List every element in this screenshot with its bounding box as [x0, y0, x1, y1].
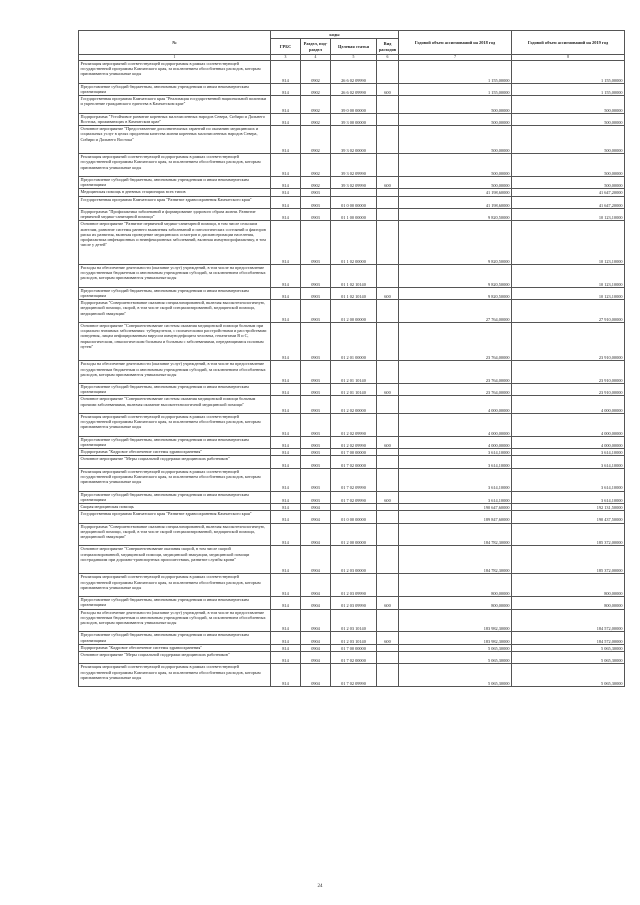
row-expense-type — [377, 644, 399, 651]
row-amount-2019: 800,00000 — [512, 574, 625, 597]
row-section: 0903 — [301, 300, 331, 323]
row-grbs: 814 — [271, 322, 301, 360]
row-amount-2019: 500,00000 — [512, 96, 625, 114]
table-row — [79, 511, 625, 523]
row-amount-2018: 9 820,50000 — [399, 221, 512, 265]
colnum-3: 3 — [271, 55, 301, 61]
row-target-article: 01 2 03 10140 — [331, 609, 377, 632]
table-row — [79, 414, 625, 437]
row-target-article: 01 7 00 00000 — [331, 644, 377, 651]
row-grbs: 814 — [271, 511, 301, 523]
row-name: Предоставление субсидий бюджетным, автономным учреждениям и иным некоммерческим организациям — [79, 632, 271, 644]
row-grbs: 814 — [271, 664, 301, 687]
row-target-article: 01 2 03 09990 — [331, 597, 377, 609]
row-expense-type — [377, 456, 399, 468]
row-expense-type — [377, 361, 399, 384]
table-row — [79, 361, 625, 384]
row-expense-type — [377, 196, 399, 208]
row-expense-type: 600 — [377, 176, 399, 188]
row-name: Государственная программа Камчатского края "Реализация государственной национальной политики и укрепление гражданского единства в Камчатском крае" — [79, 96, 271, 114]
header-target: Целевая статья — [331, 39, 377, 55]
row-grbs: 814 — [271, 113, 301, 125]
row-name: Реализация мероприятий соответствующей подпрограммы в рамках соответствующей государственной программы Камчатского края, за исключением обособленных расходов, которым присваиваются уникальные коды — [79, 468, 271, 491]
row-section: 0903 — [301, 396, 331, 414]
row-expense-type: 600 — [377, 436, 399, 448]
row-amount-2018: 183 982,30000 — [399, 632, 512, 644]
row-expense-type — [377, 126, 399, 154]
table-row — [79, 436, 625, 448]
row-expense-type: 600 — [377, 287, 399, 299]
row-name: Государственная программа Камчатского края "Развитие здравоохранения Камчатского края" — [79, 196, 271, 208]
row-amount-2018: 9 820,50000 — [399, 264, 512, 287]
row-target-article: 01 0 00 00000 — [331, 196, 377, 208]
row-amount-2019: 23 910,00000 — [512, 322, 625, 360]
row-target-article: 01 2 02 09990 — [331, 414, 377, 437]
row-expense-type — [377, 664, 399, 687]
row-section: 0903 — [301, 414, 331, 437]
row-section: 0903 — [301, 189, 331, 196]
row-amount-2019: 1 155,00000 — [512, 61, 625, 84]
row-section: 0903 — [301, 491, 331, 503]
row-section: 0903 — [301, 196, 331, 208]
row-amount-2019: 3 614,10000 — [512, 449, 625, 456]
row-grbs: 814 — [271, 597, 301, 609]
row-amount-2018: 1 155,00000 — [399, 61, 512, 84]
row-target-article: 39 0 00 00000 — [331, 96, 377, 114]
row-grbs: 814 — [271, 264, 301, 287]
row-target-article: 01 2 00 00000 — [331, 300, 377, 323]
row-expense-type: 600 — [377, 632, 399, 644]
row-amount-2019: 500,00000 — [512, 126, 625, 154]
row-amount-2019: 23 910,00000 — [512, 384, 625, 396]
row-name: Основное мероприятие "Совершенствование оказания скорой, в том числе скорой специализированной, медицинской помощи, медицинской эвакуации, медицинской помощи пострадавшим при дорожно-транспортных происшествиях, развитие службы крови" — [79, 546, 271, 574]
row-section: 0903 — [301, 384, 331, 396]
table-row — [79, 574, 625, 597]
row-name: Подпрограмма "Устойчивое развитие коренных малочисленных народов Севера, Сибири и Дальнего Востока, проживающих в Камчатском крае" — [79, 113, 271, 125]
row-amount-2019: 3 614,10000 — [512, 491, 625, 503]
row-grbs: 814 — [271, 456, 301, 468]
row-expense-type — [377, 208, 399, 220]
row-amount-2018: 5 065,30000 — [399, 651, 512, 663]
row-name: Расходы на обеспечение деятельности (оказание услуг) учреждений, в том числе на предоставление государственным бюджетным и автономным учреждениям субсидий, за исключением обособленных расходов, которым присваиваются уникальные коды — [79, 361, 271, 384]
row-target-article — [331, 189, 377, 196]
row-amount-2019: 500,00000 — [512, 176, 625, 188]
row-section: 0904 — [301, 546, 331, 574]
row-amount-2019: 4 000,00000 — [512, 436, 625, 448]
row-grbs: 814 — [271, 208, 301, 220]
row-amount-2018: 190 647,60000 — [399, 504, 512, 511]
row-expense-type — [377, 449, 399, 456]
table-row — [79, 189, 625, 196]
row-amount-2018: 500,00000 — [399, 176, 512, 188]
table-row — [79, 456, 625, 468]
row-grbs: 814 — [271, 396, 301, 414]
row-grbs: 814 — [271, 61, 301, 84]
row-name: Основное мероприятие "Меры социальной поддержки медицинских работников" — [79, 456, 271, 468]
row-amount-2019: 192 131,50000 — [512, 504, 625, 511]
row-section: 0904 — [301, 664, 331, 687]
row-target-article: 39 3 00 00000 — [331, 113, 377, 125]
row-amount-2018: 27 764,00000 — [399, 300, 512, 323]
row-section: 0902 — [301, 126, 331, 154]
row-grbs: 814 — [271, 176, 301, 188]
row-amount-2018: 3 614,10000 — [399, 468, 512, 491]
row-section: 0904 — [301, 632, 331, 644]
row-name: Основное мероприятие "Совершенствование системы оказания медицинской помощи больным прочими заболеваниями, включая оказание высокотехнологичной медицинской помощи" — [79, 396, 271, 414]
row-grbs: 814 — [271, 196, 301, 208]
table-row — [79, 644, 625, 651]
row-amount-2019: 10 123,10000 — [512, 287, 625, 299]
row-grbs: 814 — [271, 154, 301, 177]
row-amount-2018: 23 764,00000 — [399, 361, 512, 384]
row-expense-type — [377, 511, 399, 523]
row-name: Предоставление субсидий бюджетным, автономным учреждениям и иным некоммерческим организациям — [79, 597, 271, 609]
row-section: 0904 — [301, 644, 331, 651]
row-target-article: 01 2 02 09990 — [331, 436, 377, 448]
row-amount-2019: 3 614,10000 — [512, 456, 625, 468]
row-target-article: 01 7 00 00000 — [331, 449, 377, 456]
header-grbs: ГРБС — [271, 39, 301, 55]
row-section: 0903 — [301, 221, 331, 265]
row-section: 0904 — [301, 597, 331, 609]
row-grbs: 814 — [271, 414, 301, 437]
row-name: Расходы на обеспечение деятельности (оказание услуг) учреждений, в том числе на предоставление государственным бюджетным и автономным учреждениям субсидий, за исключением обособленных расходов, которым присваиваются уникальные коды — [79, 264, 271, 287]
row-name: Подпрограмма "Кадровое обеспечение системы здравоохранения" — [79, 449, 271, 456]
table-row — [79, 176, 625, 188]
row-amount-2019: 10 123,10000 — [512, 264, 625, 287]
row-expense-type — [377, 61, 399, 84]
row-grbs: 814 — [271, 546, 301, 574]
table-row — [79, 468, 625, 491]
row-expense-type — [377, 154, 399, 177]
row-section: 0904 — [301, 511, 331, 523]
row-section: 0903 — [301, 361, 331, 384]
row-name: Подпрограмма "Кадровое обеспечение системы здравоохранения" — [79, 644, 271, 651]
row-amount-2018: 41 198,60000 — [399, 196, 512, 208]
row-amount-2019: 184 572,00000 — [512, 632, 625, 644]
row-name: Предоставление субсидий бюджетным, автономным учреждениям и иным некоммерческим организациям — [79, 491, 271, 503]
row-name: Реализация мероприятий соответствующей подпрограммы в рамках соответствующей государственной программы Камчатского края, за исключением обособленных расходов, которым присваиваются уникальные коды — [79, 154, 271, 177]
row-grbs: 814 — [271, 221, 301, 265]
row-amount-2018: 1 155,00000 — [399, 83, 512, 95]
row-amount-2018: 41 198,60000 — [399, 189, 512, 196]
row-name: Реализация мероприятий соответствующей подпрограммы в рамках соответствующей государственной программы Камчатского края, за исключением обособленных расходов, которым присваиваются уникальные коды — [79, 414, 271, 437]
row-name: Предоставление субсидий бюджетным, автономным учреждениям и иным некоммерческим организациям — [79, 384, 271, 396]
colnum-7: 7 — [399, 55, 512, 61]
row-target-article: 01 7 02 09990 — [331, 491, 377, 503]
row-amount-2018: 4 000,00000 — [399, 436, 512, 448]
row-target-article: 01 1 02 10140 — [331, 287, 377, 299]
table-row — [79, 96, 625, 114]
row-amount-2019: 1 155,00000 — [512, 83, 625, 95]
row-name: Подпрограмма "Профилактика заболеваний и формирование здорового образа жизни. Развитие первичной медико-санитарной помощи" — [79, 208, 271, 220]
table-row — [79, 504, 625, 511]
row-target-article: 39 3 02 09990 — [331, 154, 377, 177]
header-number: № — [79, 31, 271, 55]
row-target-article: 01 2 02 00000 — [331, 396, 377, 414]
row-section: 0902 — [301, 176, 331, 188]
row-expense-type — [377, 322, 399, 360]
row-amount-2018: 800,00000 — [399, 574, 512, 597]
row-target-article — [331, 504, 377, 511]
row-section: 0904 — [301, 651, 331, 663]
table-row — [79, 546, 625, 574]
table-row — [79, 264, 625, 287]
row-expense-type — [377, 189, 399, 196]
row-name: Медицинская помощь в дневных стационарах всех типов — [79, 189, 271, 196]
row-grbs: 814 — [271, 384, 301, 396]
table-row — [79, 221, 625, 265]
row-name: Реализация мероприятий соответствующей подпрограммы в рамках соответствующей государственной программы Камчатского края, за исключением обособленных расходов, которым присваиваются уникальные коды — [79, 664, 271, 687]
row-expense-type — [377, 221, 399, 265]
row-amount-2019: 5 065,30000 — [512, 644, 625, 651]
row-grbs: 814 — [271, 651, 301, 663]
row-amount-2018: 4 000,00000 — [399, 396, 512, 414]
row-expense-type — [377, 574, 399, 597]
row-section: 0903 — [301, 287, 331, 299]
row-target-article: 01 7 02 09990 — [331, 468, 377, 491]
row-grbs: 814 — [271, 83, 301, 95]
table-row — [79, 491, 625, 503]
row-section: 0903 — [301, 322, 331, 360]
row-section: 0902 — [301, 83, 331, 95]
row-target-article: 01 1 02 10140 — [331, 264, 377, 287]
row-amount-2019: 185 372,00000 — [512, 546, 625, 574]
budget-table — [78, 30, 625, 687]
table-row — [79, 449, 625, 456]
row-amount-2018: 3 614,10000 — [399, 449, 512, 456]
row-grbs: 814 — [271, 300, 301, 323]
row-grbs: 814 — [271, 504, 301, 511]
row-amount-2018: 5 065,30000 — [399, 664, 512, 687]
row-expense-type — [377, 651, 399, 663]
row-amount-2018: 500,00000 — [399, 96, 512, 114]
row-amount-2019: 5 065,30000 — [512, 651, 625, 663]
colnum-1: 1 — [79, 55, 271, 61]
table-row — [79, 208, 625, 220]
row-amount-2018: 23 764,00000 — [399, 384, 512, 396]
row-amount-2019: 27 910,00000 — [512, 300, 625, 323]
row-expense-type — [377, 396, 399, 414]
row-section: 0902 — [301, 96, 331, 114]
row-amount-2019: 23 910,00000 — [512, 361, 625, 384]
header-2019: Годовой объем ассигнований на 2019 год — [512, 31, 625, 55]
row-grbs: 814 — [271, 96, 301, 114]
row-amount-2018: 9 820,50000 — [399, 287, 512, 299]
row-amount-2018: 184 782,30000 — [399, 546, 512, 574]
row-amount-2018: 5 065,30000 — [399, 644, 512, 651]
row-name: Основное мероприятие "Развитие первичной медико-санитарной помощи, в том числе сельским жителям, развитие системы раннего выявления заболеваний и патологических состояний и факторов риска их развития, включая проведение медицинских осмотров и диспансеризации населения, профилактика инфекционных и неинфекционных заболеваний, включая иммунопрофилактику, в том числе у детей" — [79, 221, 271, 265]
row-amount-2019: 185 372,00000 — [512, 523, 625, 546]
row-grbs: 814 — [271, 436, 301, 448]
row-amount-2018: 3 614,10000 — [399, 456, 512, 468]
table-row — [79, 396, 625, 414]
row-expense-type — [377, 300, 399, 323]
row-amount-2019: 3 614,10000 — [512, 468, 625, 491]
row-amount-2018: 9 820,50000 — [399, 208, 512, 220]
colnum-6: 6 — [377, 55, 399, 61]
row-expense-type — [377, 96, 399, 114]
row-section: 0902 — [301, 154, 331, 177]
header-section: Раздел, под-раздел — [301, 39, 331, 55]
row-section: 0903 — [301, 264, 331, 287]
row-expense-type — [377, 504, 399, 511]
row-expense-type: 600 — [377, 491, 399, 503]
row-grbs: 814 — [271, 632, 301, 644]
row-target-article: 01 7 02 09990 — [331, 664, 377, 687]
row-name: Предоставление субсидий бюджетным, автономным учреждениям и иным некоммерческим организациям — [79, 287, 271, 299]
row-amount-2018: 23 764,00000 — [399, 322, 512, 360]
row-target-article: 01 2 03 10140 — [331, 632, 377, 644]
row-section: 0903 — [301, 208, 331, 220]
row-name: Расходы на обеспечение деятельности (оказание услуг) учреждений, в том числе на предоставление государственным бюджетным и автономным учреждениям субсидий, за исключением обособленных расходов, которым присваиваются уникальные коды — [79, 609, 271, 632]
row-section: 0904 — [301, 523, 331, 546]
header-2018: Годовой объем ассигнований на 2018 год — [399, 31, 512, 55]
row-amount-2019: 41 647,20000 — [512, 196, 625, 208]
table-row — [79, 384, 625, 396]
row-target-article: 39 3 02 00000 — [331, 126, 377, 154]
row-amount-2018: 500,00000 — [399, 126, 512, 154]
row-amount-2019: 4 000,00000 — [512, 414, 625, 437]
row-amount-2018: 184 782,30000 — [399, 523, 512, 546]
table-row — [79, 651, 625, 663]
row-amount-2019: 500,00000 — [512, 154, 625, 177]
table-row — [79, 664, 625, 687]
table-row — [79, 300, 625, 323]
row-amount-2019: 500,00000 — [512, 113, 625, 125]
row-amount-2018: 183 982,30000 — [399, 609, 512, 632]
row-name: Реализация мероприятий соответствующей подпрограммы в рамках соответствующей государственной программы Камчатского края, за исключением обособленных расходов, которым присваиваются уникальные коды — [79, 574, 271, 597]
table-row — [79, 523, 625, 546]
row-name: Предоставление субсидий бюджетным, автономным учреждениям и иным некоммерческим организациям — [79, 83, 271, 95]
row-amount-2019: 10 123,10000 — [512, 208, 625, 220]
row-amount-2019: 5 065,30000 — [512, 664, 625, 687]
header-codes: коды — [271, 31, 399, 39]
row-section: 0903 — [301, 436, 331, 448]
row-target-article: 26 6 02 09990 — [331, 61, 377, 84]
row-amount-2019: 800,00000 — [512, 597, 625, 609]
row-amount-2019: 184 572,00000 — [512, 609, 625, 632]
row-amount-2018: 500,00000 — [399, 154, 512, 177]
row-name: Основное мероприятие "Совершенствование системы оказания медицинской помощи больным при социально значимых заболеваниях: туберкулезом, с психическими расстройствами и расстройствами поведения, лицам инфицированным вирусом иммунодефицита человека, гепатитами B и C, наркологическим, онкологическим больным и больным с заболеваниями, передающимися половым путем" — [79, 322, 271, 360]
row-grbs: 814 — [271, 468, 301, 491]
row-expense-type — [377, 523, 399, 546]
colnum-5: 5 — [331, 55, 377, 61]
row-grbs: 814 — [271, 126, 301, 154]
row-target-article: 01 7 02 00000 — [331, 456, 377, 468]
row-target-article: 01 2 01 00000 — [331, 322, 377, 360]
table-row — [79, 196, 625, 208]
row-grbs: 814 — [271, 361, 301, 384]
table-row — [79, 609, 625, 632]
row-section: 0902 — [301, 61, 331, 84]
table-row — [79, 113, 625, 125]
row-expense-type: 600 — [377, 384, 399, 396]
colnum-8: 8 — [512, 55, 625, 61]
table-row — [79, 154, 625, 177]
row-section: 0903 — [301, 449, 331, 456]
row-expense-type: 600 — [377, 597, 399, 609]
row-amount-2019: 190 437,50000 — [512, 511, 625, 523]
row-amount-2018: 189 847,60000 — [399, 511, 512, 523]
row-grbs: 814 — [271, 574, 301, 597]
table-row — [79, 287, 625, 299]
row-name: Предоставление субсидий бюджетным, автономным учреждениям и иным некоммерческим организациям — [79, 176, 271, 188]
table-row — [79, 126, 625, 154]
row-amount-2019: 41 647,20000 — [512, 189, 625, 196]
row-grbs: 814 — [271, 449, 301, 456]
row-section: 0902 — [301, 113, 331, 125]
row-section: 0904 — [301, 609, 331, 632]
row-grbs: 814 — [271, 609, 301, 632]
row-section: 0903 — [301, 456, 331, 468]
row-amount-2018: 800,00000 — [399, 597, 512, 609]
colnum-4: 4 — [301, 55, 331, 61]
row-grbs: 814 — [271, 523, 301, 546]
row-expense-type — [377, 414, 399, 437]
row-amount-2018: 4 000,00000 — [399, 414, 512, 437]
row-amount-2019: 4 000,00000 — [512, 396, 625, 414]
header-exp-type: Вид расходов — [377, 39, 399, 55]
row-name: Подпрограмма "Совершенствование оказания специализированной, включая высокотехнологичную, медицинской помощи, скорой, в том числе скорой специализированной, медицинской помощи, медицинской эвакуации" — [79, 300, 271, 323]
row-target-article: 26 6 02 09990 — [331, 83, 377, 95]
row-grbs: 814 — [271, 491, 301, 503]
table-row — [79, 322, 625, 360]
table-row — [79, 597, 625, 609]
row-name: Государственная программа Камчатского края "Развитие здравоохранения Камчатского края" — [79, 511, 271, 523]
row-target-article: 01 0 00 00000 — [331, 511, 377, 523]
row-amount-2018: 3 614,10000 — [399, 491, 512, 503]
table-body — [79, 61, 625, 687]
row-amount-2018: 500,00000 — [399, 113, 512, 125]
row-name: Основное мероприятие "Предоставление дополнительных гарантий по оказанию медицинских и социальных услуг в целях продления качества жизни коренных малочисленных народов Севера, Сибири и Дальнего Востока" — [79, 126, 271, 154]
row-target-article: 01 1 02 00000 — [331, 221, 377, 265]
row-name: Реализация мероприятий соответствующей подпрограммы в рамках соответствующей государственной программы Камчатского края, за исключением обособленных расходов, которым присваиваются уникальные коды — [79, 61, 271, 84]
row-grbs: 814 — [271, 644, 301, 651]
row-name: Скорая медицинская помощь — [79, 504, 271, 511]
table-row — [79, 83, 625, 95]
row-grbs: 814 — [271, 189, 301, 196]
row-name: Основное мероприятие "Меры социальной поддержки медицинских работников" — [79, 651, 271, 663]
row-target-article: 39 3 02 09990 — [331, 176, 377, 188]
row-target-article: 01 1 00 00000 — [331, 208, 377, 220]
row-name: Подпрограмма "Совершенствование оказания специализированной, включая высокотехнологичную, медицинской помощи, скорой, в том числе скорой специализированной, медицинской помощи, медицинской эвакуации" — [79, 523, 271, 546]
row-target-article: 01 2 03 00000 — [331, 546, 377, 574]
row-amount-2019: 10 123,10000 — [512, 221, 625, 265]
row-expense-type — [377, 468, 399, 491]
row-section: 0904 — [301, 504, 331, 511]
budget-page — [78, 30, 624, 687]
row-section: 0903 — [301, 468, 331, 491]
row-expense-type — [377, 264, 399, 287]
row-target-article: 01 2 00 00000 — [331, 523, 377, 546]
table-row — [79, 632, 625, 644]
row-expense-type — [377, 546, 399, 574]
page-number: 24 — [317, 884, 323, 889]
row-section: 0904 — [301, 574, 331, 597]
row-expense-type — [377, 113, 399, 125]
row-target-article: 01 2 01 10140 — [331, 361, 377, 384]
row-expense-type — [377, 609, 399, 632]
row-target-article: 01 2 03 09990 — [331, 574, 377, 597]
row-target-article: 01 7 02 00000 — [331, 651, 377, 663]
row-target-article: 01 2 01 10140 — [331, 384, 377, 396]
row-expense-type: 600 — [377, 83, 399, 95]
row-grbs: 814 — [271, 287, 301, 299]
row-name: Предоставление субсидий бюджетным, автономным учреждениям и иным некоммерческим организациям — [79, 436, 271, 448]
table-row — [79, 61, 625, 84]
